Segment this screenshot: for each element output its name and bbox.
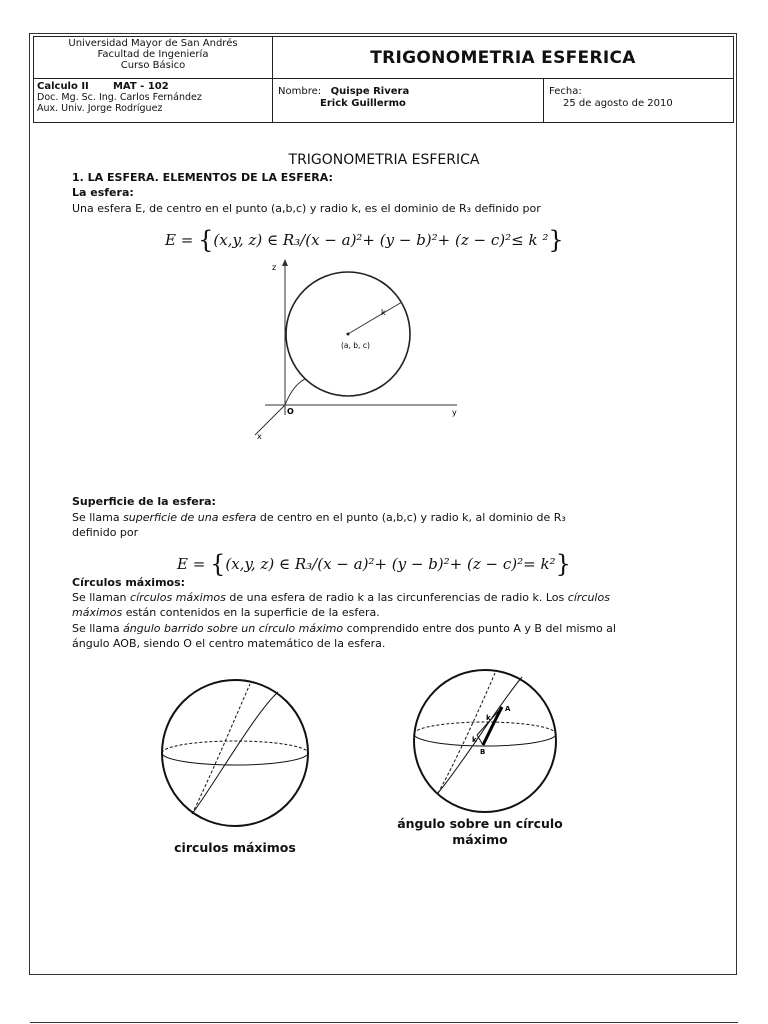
- surface-text-a: Se llama: [72, 511, 124, 524]
- center-label: (a, b, c): [341, 341, 370, 350]
- section-heading: 1. LA ESFERA. ELEMENTOS DE LA ESFERA:: [72, 171, 333, 184]
- angle-text-a: Se llama: [72, 622, 124, 635]
- main-title: TRIGONOMETRIA ESFERICA: [288, 152, 480, 168]
- radius-line: [348, 302, 402, 334]
- circles-text-italic3: máximos: [72, 606, 123, 619]
- great-circles-caption: circulos máximos: [174, 840, 296, 855]
- university-cell: [34, 37, 273, 79]
- circles-text-italic2: círculos: [567, 591, 610, 604]
- circles-paragraph-line2: [72, 605, 380, 620]
- circles-text-c: están contenidos en la superficie de la esfera.: [122, 606, 380, 619]
- course-cell: [34, 79, 273, 123]
- bottom-rule: [30, 1022, 738, 1023]
- sphere-formula: [165, 226, 564, 254]
- formula-body: (x,y, z) ∈ R₃/(x − a)²+ (y − b)²+ (z − c)²≤ k ²: [213, 231, 549, 249]
- faculty-name: Facultad de Ingeniería: [97, 49, 209, 60]
- university-name: Universidad Mayor de San Andrés: [68, 38, 238, 49]
- center-point: [347, 333, 350, 336]
- great-circles-diagram: [155, 668, 315, 840]
- assistant-name: Aux. Univ. Jorge Rodríguez: [37, 103, 163, 114]
- header-title: TRIGONOMETRIA ESFERICA: [273, 37, 734, 79]
- formula2-lhs: E =: [177, 555, 206, 573]
- arc-angle-caption-line1: ángulo sobre un círculo: [397, 816, 563, 831]
- label-a: A: [505, 705, 511, 713]
- great-circle-back: [438, 673, 495, 793]
- x-label: x: [257, 432, 262, 441]
- angle-text-italic: ángulo barrido sobre un círculo máximo: [123, 622, 344, 635]
- sphere-diagram: [245, 255, 475, 455]
- formula2-close-brace: }: [555, 550, 571, 578]
- course-code: MAT - 102: [112, 81, 169, 92]
- surface-formula: [177, 550, 571, 578]
- label-b: B: [480, 748, 486, 756]
- surface-heading: Superficie de la esfera:: [72, 495, 216, 508]
- circles-heading: Círculos máximos:: [72, 576, 186, 589]
- sphere-heading: La esfera:: [72, 186, 134, 199]
- formula2-body: (x,y, z) ∈ R₃/(x − a)²+ (y − b)²+ (z − c)²= k²: [225, 555, 556, 573]
- date-value: 25 de agosto de 2010: [563, 98, 673, 109]
- arc-angle-caption-line2: máximo: [452, 832, 508, 847]
- course-type: Curso Básico: [120, 60, 186, 71]
- x-axis: [255, 405, 285, 435]
- surface-text-italic: superficie de una esfera: [123, 511, 257, 524]
- arc-angle-caption: [380, 816, 580, 848]
- radius-label: k: [381, 308, 386, 317]
- label-k-bottom: k: [472, 736, 477, 744]
- sphere-definition: Una esfera E, de centro en el punto (a,b,c) y radio k, es el dominio de R₃ definido por: [72, 202, 541, 215]
- surface-text-b: de centro en el punto (a,b,c) y radio k, al dominio de R₃: [256, 511, 566, 524]
- circles-text-a: Se llaman: [72, 591, 131, 604]
- course-name: Calculo II: [37, 81, 89, 92]
- student-name-line2: Erick Guillermo: [320, 98, 406, 109]
- surface-paragraph-line1: [72, 510, 566, 525]
- formula-lhs: E =: [165, 231, 194, 249]
- student-name-line1: Quispe Rivera: [330, 86, 410, 97]
- great-circle-back: [192, 684, 250, 814]
- great-circle-front: [192, 692, 278, 814]
- formula-close-brace: }: [548, 226, 564, 254]
- student-name-cell: [273, 79, 544, 123]
- sphere-outline: [162, 680, 308, 826]
- formula-open-brace: {: [198, 226, 214, 254]
- vector-to-center: [285, 379, 305, 405]
- y-label: y: [452, 408, 457, 417]
- great-circle-front: [438, 677, 522, 793]
- surface-paragraph-line2: definido por: [72, 526, 139, 539]
- equator-front: [162, 753, 308, 765]
- z-label: z: [272, 263, 277, 272]
- date-label: Fecha:: [549, 86, 582, 97]
- arc-angle-diagram: [405, 663, 565, 823]
- z-axis-arrow: [282, 259, 288, 266]
- circles-paragraph-line1: [72, 590, 610, 605]
- origin-label: O: [287, 407, 294, 416]
- name-label: Nombre:: [278, 86, 322, 97]
- angle-paragraph-line2: ángulo AOB, siendo O el centro matemático de la esfera.: [72, 637, 386, 650]
- teacher-name: Doc. Mg. Sc. Ing. Carlos Fernández: [37, 92, 202, 103]
- equator-back: [162, 741, 308, 753]
- header-table: [33, 36, 734, 123]
- circles-text-b: de una esfera de radio k a las circunferencias de radio k. Los: [225, 591, 568, 604]
- angle-text-b: comprendido entre dos punto A y B del mismo al: [343, 622, 616, 635]
- formula2-open-brace: {: [210, 550, 226, 578]
- angle-paragraph-line1: [72, 621, 616, 636]
- label-k-top: k: [486, 714, 491, 722]
- circles-text-italic: círculos máximos: [130, 591, 226, 604]
- date-cell: [544, 79, 734, 123]
